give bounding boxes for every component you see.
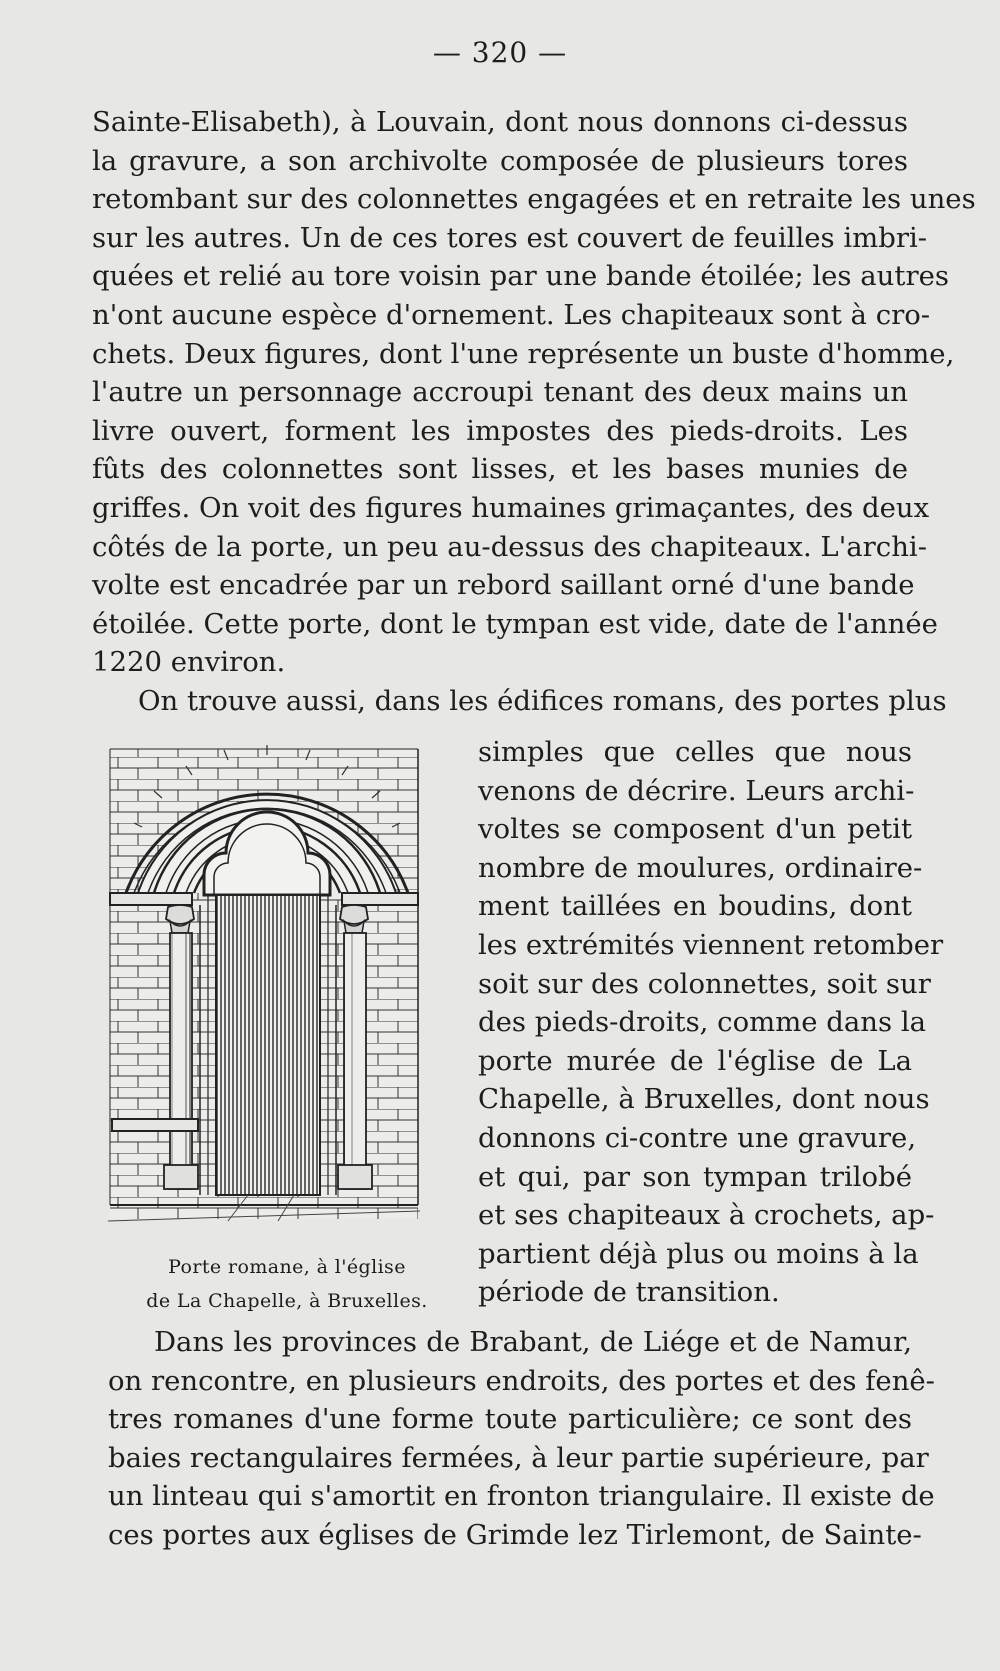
text-line: tres romanes d'une forme toute particulière; ce sont des — [108, 1403, 912, 1436]
text-line: venons de décrire. Leurs archi- — [478, 774, 915, 807]
text-line: les extrémités viennent retomber — [478, 928, 944, 961]
text-line: ment taillées en boudins, dont — [478, 890, 912, 923]
text-line: des pieds-droits, comme dans la — [478, 1006, 927, 1039]
text-line: simples que celles que nous — [478, 736, 912, 768]
text-line: Dans les provinces de Brabant, de Liége et de Namur, — [154, 1326, 912, 1358]
text-line: On trouve aussi, dans les édifices romans, des portes plus — [138, 684, 947, 717]
text-line: 1220 environ. — [92, 646, 286, 679]
text-line: étoilée. Cette porte, dont le tympan est vide, date de l'année — [92, 607, 938, 640]
side-paragraph — [478, 733, 944, 1312]
text-line: donnons ci-contre une gravure, — [478, 1121, 917, 1154]
paragraph-1 — [92, 103, 976, 721]
text-line: baies rectangulaires fermées, à leur partie supérieure, par — [108, 1441, 929, 1474]
text-line: quées et relié au tore voisin par une bande étoilée; les autres — [92, 260, 949, 293]
text-line: voltes se composent d'un petit — [478, 813, 912, 846]
text-line: Chapelle, à Bruxelles, dont nous — [478, 1083, 930, 1116]
text-line: période de transition. — [478, 1276, 780, 1309]
text-line: griffes. On voit des figures humaines grimaçantes, des deux — [92, 491, 930, 524]
text-line: l'autre un personnage accroupi tenant des deux mains un — [92, 376, 908, 409]
text-line: nombre de moulures, ordinaire- — [478, 851, 923, 884]
text-line: côtés de la porte, un peu au-dessus des chapiteaux. L'archi- — [92, 530, 927, 563]
text-line: ces portes aux églises de Grimde lez Tirlemont, de Sainte- — [108, 1518, 922, 1551]
text-line: porte murée de l'église de La — [478, 1044, 912, 1077]
text-line: Sainte-Elisabeth), à Louvain, dont nous donnons ci-dessus — [92, 106, 908, 138]
page-number: — 320 — — [432, 36, 568, 69]
text-line: un linteau qui s'amortit en fronton triangulaire. Il existe de — [108, 1480, 935, 1513]
text-line: n'ont aucune espèce d'ornement. Les chapiteaux sont à cro- — [92, 298, 931, 331]
text-line: retombant sur des colonnettes engagées et en retraite les unes — [92, 183, 976, 216]
text-line: livre ouvert, forment les impostes des pieds-droits. Les — [92, 414, 908, 447]
text-line: on rencontre, en plusieurs endroits, des portes et des fenê- — [108, 1364, 935, 1397]
paragraph-2 — [108, 1323, 935, 1555]
text-line: fûts des colonnettes sont lisses, et les bases munies de — [92, 453, 908, 486]
figure-caption — [112, 1250, 462, 1318]
text-line: soit sur des colonnettes, soit sur — [478, 967, 931, 1000]
text-line: la gravure, a son archivolte composée de plusieurs tores — [92, 144, 908, 177]
caption-line: Porte romane, à l'église — [168, 1256, 406, 1278]
caption-line: de La Chapelle, à Bruxelles. — [146, 1290, 428, 1312]
door-illustration — [108, 735, 460, 1240]
text-line: et qui, par son tympan trilobé — [478, 1160, 912, 1193]
text-line: sur les autres. Un de ces tores est couvert de feuilles imbri- — [92, 221, 928, 254]
text-line: et ses chapiteaux à crochets, ap- — [478, 1199, 935, 1232]
romanesque-door-engraving — [108, 735, 460, 1240]
text-line: partient déjà plus ou moins à la — [478, 1237, 919, 1270]
text-line: volte est encadrée par un rebord saillant orné d'une bande — [92, 569, 915, 602]
text-line: chets. Deux figures, dont l'une représente un buste d'homme, — [92, 337, 955, 370]
